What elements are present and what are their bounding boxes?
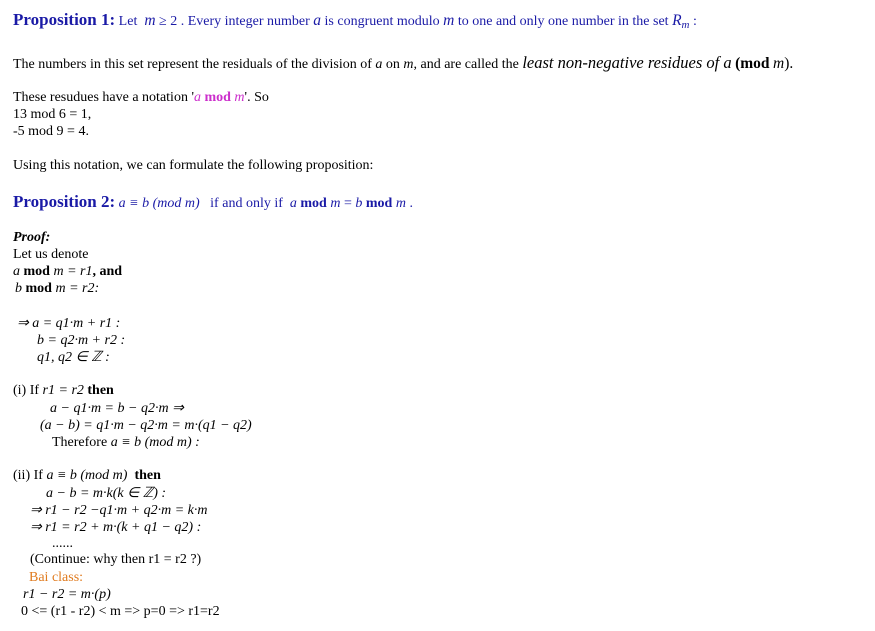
p2-mod-2: mod xyxy=(365,196,393,211)
example-1: 13 mod 6 = 1, xyxy=(13,107,92,122)
bai-line-1: r1 − r2 = m·(p) xyxy=(23,587,111,602)
p2-equals: = xyxy=(343,196,356,211)
p2-formula: a ≡ b (mod m) xyxy=(118,196,200,211)
proof-l2-mod: mod xyxy=(23,264,50,279)
p1-text-2: is congruent modulo xyxy=(324,14,440,29)
case-1-line-4 xyxy=(52,434,200,452)
m-variable: m xyxy=(144,12,156,29)
case-2-line-3: ⇒ r1 − r2 −q1·m + q2·m = k·m xyxy=(30,503,208,518)
residual-m-2: m xyxy=(773,55,785,72)
p1-text-3: to one and only one number in the set xyxy=(457,14,669,29)
proof-line-1: Let us denote xyxy=(13,247,89,262)
proof-l3-mod: mod xyxy=(25,281,52,296)
notation-m: m xyxy=(234,90,245,105)
proposition-2-line xyxy=(13,193,413,213)
proof-line-5: b = q2·m + r2 : xyxy=(37,333,126,348)
using-notation-line: Using this notation, we can formulate the following proposition: xyxy=(13,158,374,173)
p2-m-2: m xyxy=(395,196,406,211)
proof-l3-rest: m = r2: xyxy=(55,281,100,296)
continue-question: (Continue: why then r1 = r2 ?) xyxy=(30,552,202,567)
proof-line-3 xyxy=(15,280,99,298)
proof-line-6: q1, q2 ∈ ℤ : xyxy=(37,350,110,365)
residual-close: ). xyxy=(784,55,794,72)
notation-mod: mod xyxy=(204,90,231,105)
p2-b: b xyxy=(355,196,363,211)
residual-text-1: The numbers in this set represent the residuals of the division of xyxy=(13,57,372,72)
bai-class-label: Bai class: xyxy=(29,570,84,585)
p1-colon: : xyxy=(693,14,697,29)
residual-text-2: , and are called the xyxy=(413,57,519,72)
case-2-line-4: ⇒ r1 = r2 + m·(k + q1 − q2) : xyxy=(30,520,202,535)
notation-text-1: These resudues have a notation ' xyxy=(13,90,194,105)
p1-text-1: . Every integer number xyxy=(180,14,310,29)
case-1-then: then xyxy=(87,383,114,398)
residual-a: a xyxy=(375,57,383,72)
p2-end: . xyxy=(409,196,413,211)
notation-a: a xyxy=(193,90,201,105)
proof-l2-a: a xyxy=(13,264,20,279)
case-1-condition: r1 = r2 xyxy=(42,383,84,398)
case-1-line-2: a − q1·m = b − q2·m ⇒ xyxy=(50,401,184,416)
proposition-2-label: Proposition 2: xyxy=(13,192,116,211)
least-residues-phrase: least non-negative residues of a xyxy=(522,53,732,72)
proof-line-4: ⇒ a = q1·m + r1 : xyxy=(17,316,121,331)
case-2-condition: a ≡ b (mod m) xyxy=(46,468,128,483)
therefore-text: Therefore xyxy=(52,435,108,450)
set-r: R xyxy=(672,12,682,29)
case-1-if: (i) If xyxy=(13,383,40,398)
residual-line xyxy=(13,54,793,74)
notation-text-2: '. So xyxy=(244,90,269,105)
case-2-line-2: a − b = m·k(k ∈ ℤ) : xyxy=(46,486,167,501)
case-1-line-3: (a − b) = q1·m − q2·m = m·(q1 − q2) xyxy=(40,418,252,433)
a-variable: a xyxy=(313,12,322,29)
let-text: Let xyxy=(118,14,138,29)
proof-title: Proof: xyxy=(13,230,51,245)
case-2-header xyxy=(13,467,161,485)
case-2-if: (ii) If xyxy=(13,468,43,483)
proof-line-2 xyxy=(13,263,122,281)
continuation-dots: ...... xyxy=(52,536,73,551)
proposition-1-label: Proposition 1: xyxy=(13,10,116,29)
therefore-formula: a ≡ b (mod m) : xyxy=(110,435,200,450)
p2-iff: if and only if xyxy=(210,196,283,211)
set-r-subscript: m xyxy=(681,19,690,31)
proposition-1-line xyxy=(13,11,697,34)
residual-on: on xyxy=(385,57,400,72)
p2-a: a xyxy=(289,196,297,211)
case-2-then: then xyxy=(134,468,161,483)
residual-mod: (mod xyxy=(735,55,770,72)
condition-text: ≥ 2 xyxy=(159,14,178,29)
example-2: -5 mod 9 = 4. xyxy=(13,124,89,139)
notation-line xyxy=(13,89,269,107)
p2-m-1: m xyxy=(330,196,341,211)
residual-m: m xyxy=(403,57,414,72)
m-variable-2: m xyxy=(443,12,455,29)
proof-l3-b: b xyxy=(15,281,22,296)
case-1-header xyxy=(13,382,114,400)
proof-l2-and: , and xyxy=(92,264,123,279)
proof-l2-rest: m = r1 xyxy=(53,264,93,279)
p2-mod-1: mod xyxy=(300,196,327,211)
bai-line-2: 0 <= (r1 - r2) < m => p=0 => r1=r2 xyxy=(21,604,220,619)
